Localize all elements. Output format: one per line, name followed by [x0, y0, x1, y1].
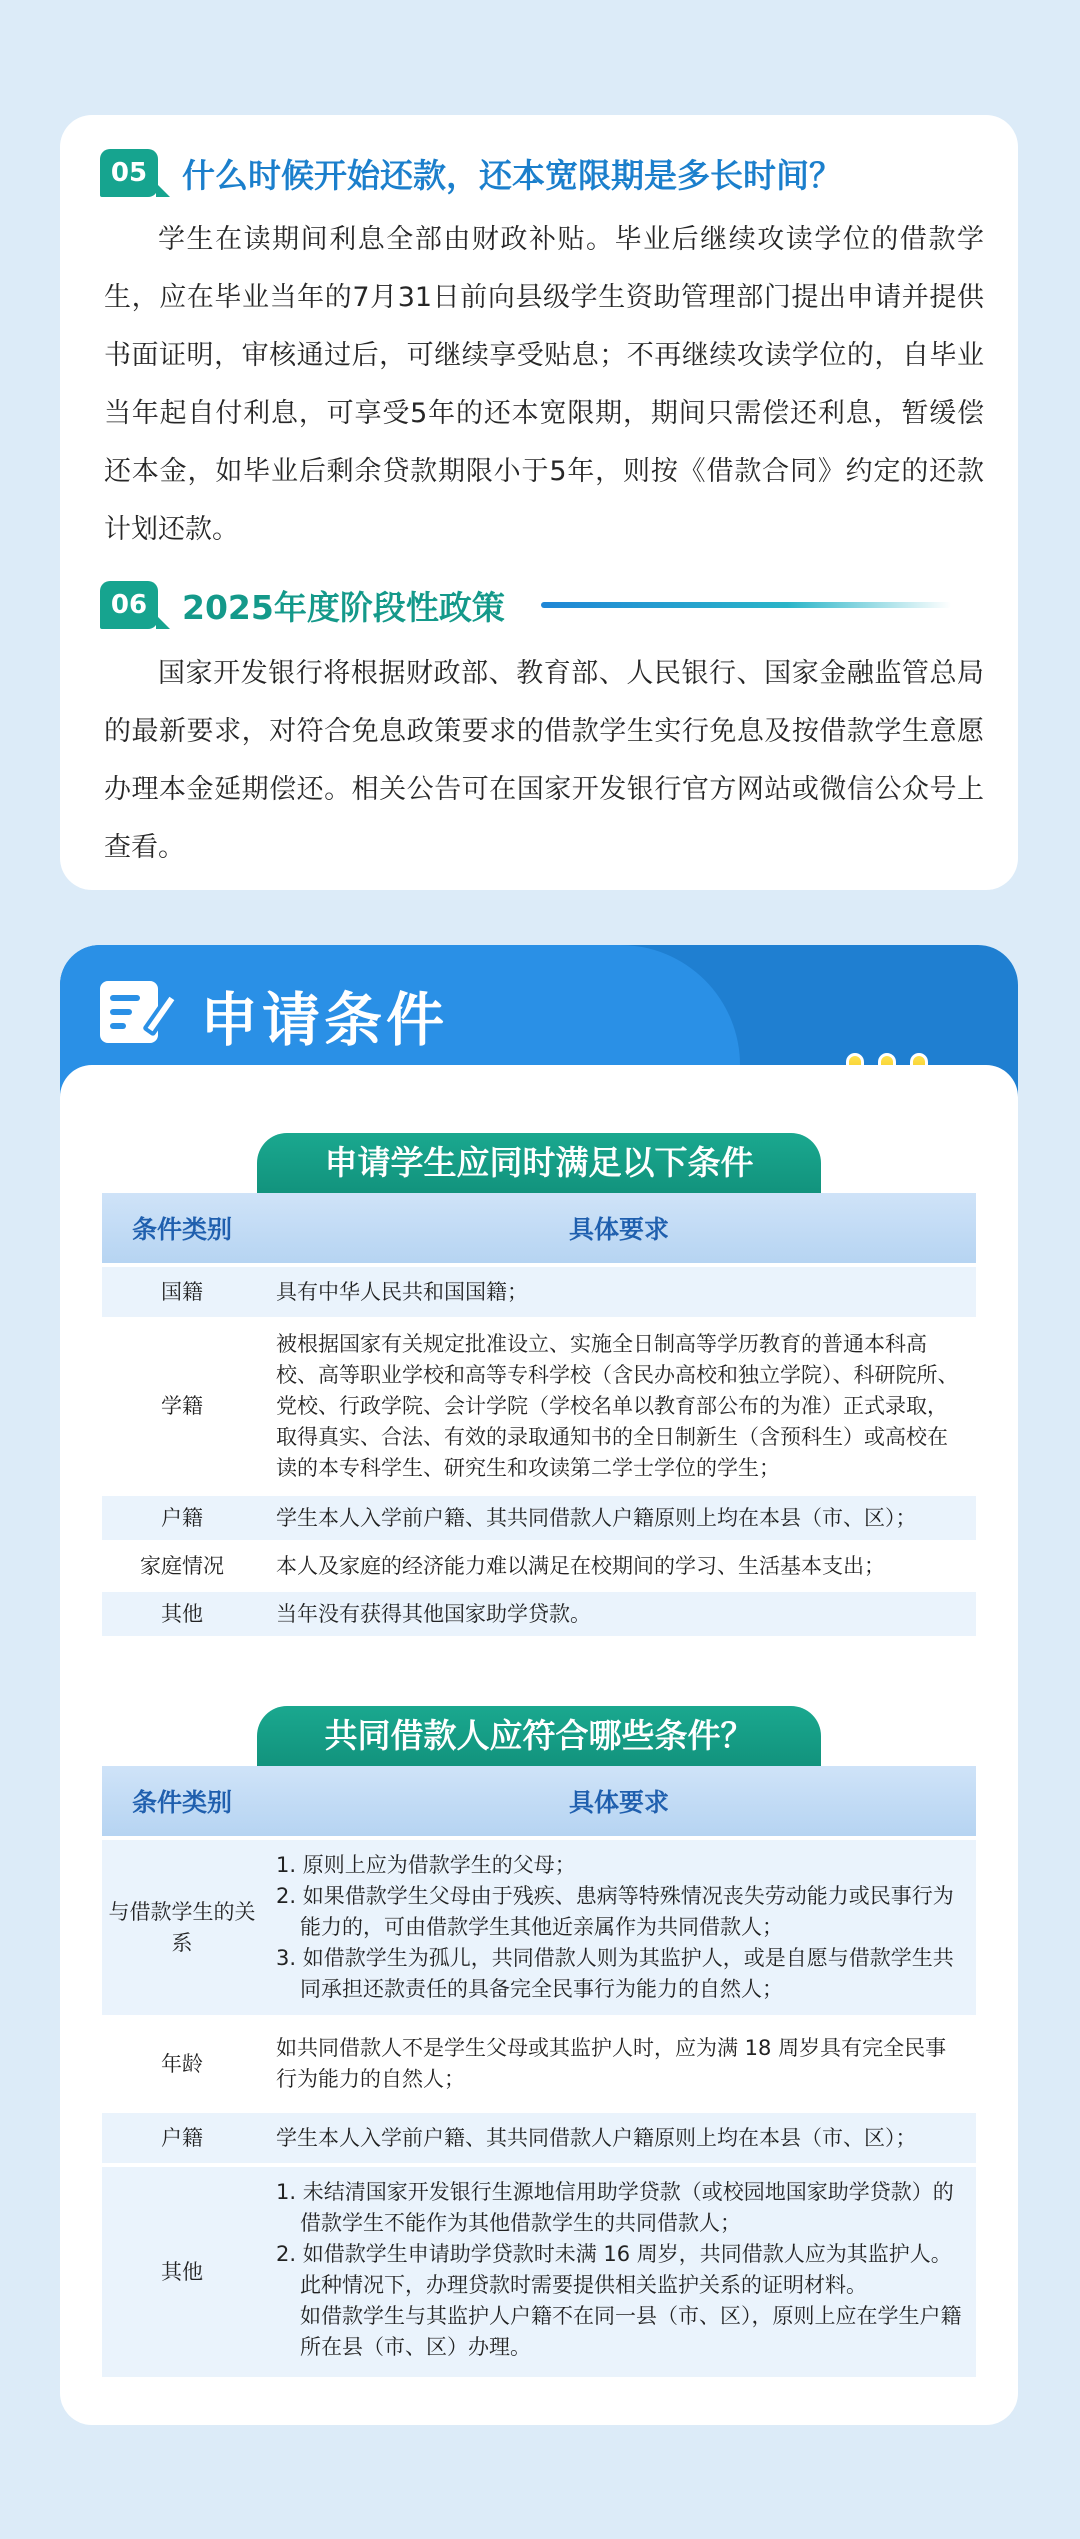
coborrower-conditions-table — [102, 1762, 976, 2381]
table-row — [102, 1496, 976, 1540]
faq-05-title: 什么时候开始还款，还本宽限期是多长时间？ — [182, 155, 842, 195]
faq-06-number-badge: 06 — [100, 581, 158, 629]
row-category: 户籍 — [102, 2113, 262, 2163]
table-row — [102, 1840, 976, 2015]
row-category: 户籍 — [102, 1496, 262, 1540]
list-item: 1. 未结清国家开发银行生源地信用助学贷款（或校园地国家助学贷款）的借款学生不能作为其他借款学生的共同借款人； — [276, 2180, 954, 2235]
list-item: 2. 如果借款学生父母由于残疾、患病等特殊情况丧失劳动能力或民事行为能力的，可由借款学生其他近亲属作为共同借款人； — [276, 1884, 954, 1939]
conditions-body-card — [60, 1065, 1018, 2425]
row-requirement — [262, 1840, 976, 2015]
row-requirement — [262, 2167, 976, 2377]
row-requirement: 如共同借款人不是学生父母或其监护人时，应为满 18 周岁具有完全民事行为能力的自然人； — [262, 2019, 976, 2109]
table-row — [102, 2113, 976, 2163]
faq-card — [60, 115, 1018, 890]
row-requirement: 学生本人入学前户籍、其共同借款人户籍原则上均在本县（市、区）； — [262, 2113, 976, 2163]
list-item: 1. 原则上应为借款学生的父母； — [276, 1853, 576, 1877]
row-requirement: 当年没有获得其他国家助学贷款。 — [262, 1592, 976, 1636]
row-requirement: 本人及家庭的经济能力难以满足在校期间的学习、生活基本支出； — [262, 1544, 976, 1588]
column-header-category: 条件类别 — [102, 1193, 262, 1263]
faq-05-header — [100, 149, 842, 197]
table-row — [102, 1592, 976, 1636]
faq-06-title: 2025年度阶段性政策 — [182, 587, 505, 627]
column-header-category: 条件类别 — [102, 1766, 262, 1836]
table-row — [102, 2167, 976, 2377]
conditions-title: 申请条件 — [200, 986, 449, 1054]
faq-06-decor-line — [541, 602, 951, 608]
faq-06-body: 国家开发银行将根据财政部、教育部、人民银行、国家金融监管总局的最新要求，对符合免息政策要求的借款学生实行免息及按借款学生意愿办理本金延期偿还。相关公告可在国家开发银行官方网站或微信公众号上查看。 — [104, 658, 984, 863]
row-category: 家庭情况 — [102, 1544, 262, 1588]
table-row — [102, 1544, 976, 1588]
faq-05-number-badge: 05 — [100, 149, 158, 197]
column-header-requirement: 具体要求 — [262, 1766, 976, 1836]
conditions-section — [60, 945, 1018, 2425]
other-requirement-list — [276, 2177, 962, 2301]
table-header-row — [102, 1193, 976, 1263]
relation-requirement-list — [276, 1850, 962, 2005]
table-row — [102, 1267, 976, 1317]
coborrower-conditions-tab: 共同借款人应符合哪些条件？ — [257, 1706, 821, 1766]
row-category: 国籍 — [102, 1267, 262, 1317]
table-row — [102, 2019, 976, 2109]
row-category: 其他 — [102, 2167, 262, 2377]
row-category — [102, 1840, 262, 2015]
row-requirement: 具有中华人民共和国国籍； — [262, 1267, 976, 1317]
table-header-row — [102, 1766, 976, 1836]
row-requirement: 被根据国家有关规定批准设立、实施全日制高等学历教育的普通本科高校、高等职业学校和高等专科学校（含民办高校和独立学院）、科研院所、党校、行政学院、会计学院（学校名单以教育部公布的为准）正式录取，取得真实、合法、有效的录取通知书的全日制新生（含预科生）或高校在读的本专科学生、研究生和攻读第二学士学位的学生； — [262, 1321, 976, 1492]
list-item: 2. 如借款学生申请助学贷款时未满 16 周岁，共同借款人应为其监护人。此种情况下，办理贷款时需要提供相关监护关系的证明材料。 — [276, 2242, 952, 2297]
student-conditions-table — [102, 1189, 976, 1640]
edit-document-icon — [100, 981, 158, 1043]
student-conditions-tab: 申请学生应同时满足以下条件 — [257, 1133, 821, 1193]
other-requirement-note: 如借款学生与其监护人户籍不在同一县（市、区），原则上应在学生户籍所在县（市、区）办理。 — [300, 2304, 962, 2359]
row-requirement: 学生本人入学前户籍、其共同借款人户籍原则上均在本县（市、区）； — [262, 1496, 976, 1540]
row-category: 学籍 — [102, 1321, 262, 1492]
faq-06-header — [100, 581, 951, 629]
table-row — [102, 1321, 976, 1492]
column-header-requirement: 具体要求 — [262, 1193, 976, 1263]
row-category: 其他 — [102, 1592, 262, 1636]
list-item: 3. 如借款学生为孤儿，共同借款人则为其监护人，或是自愿与借款学生共同承担还款责任的具备完全民事行为能力的自然人； — [276, 1946, 954, 2001]
row-category: 年龄 — [102, 2019, 262, 2109]
faq-05-body: 学生在读期间利息全部由财政补贴。毕业后继续攻读学位的借款学生，应在毕业当年的7月31日前向县级学生资助管理部门提出申请并提供书面证明，审核通过后，可继续享受贴息；不再继续攻读学位的，自毕业当年起自付利息，可享受5年的还本宽限期，期间只需偿还利息，暂缓偿还本金，如毕业后剩余贷款期限小于5年，则按《借款合同》约定的还款计划还款。 — [104, 224, 984, 545]
relation-category-label: 与借款学生的关系 — [108, 1899, 256, 1955]
